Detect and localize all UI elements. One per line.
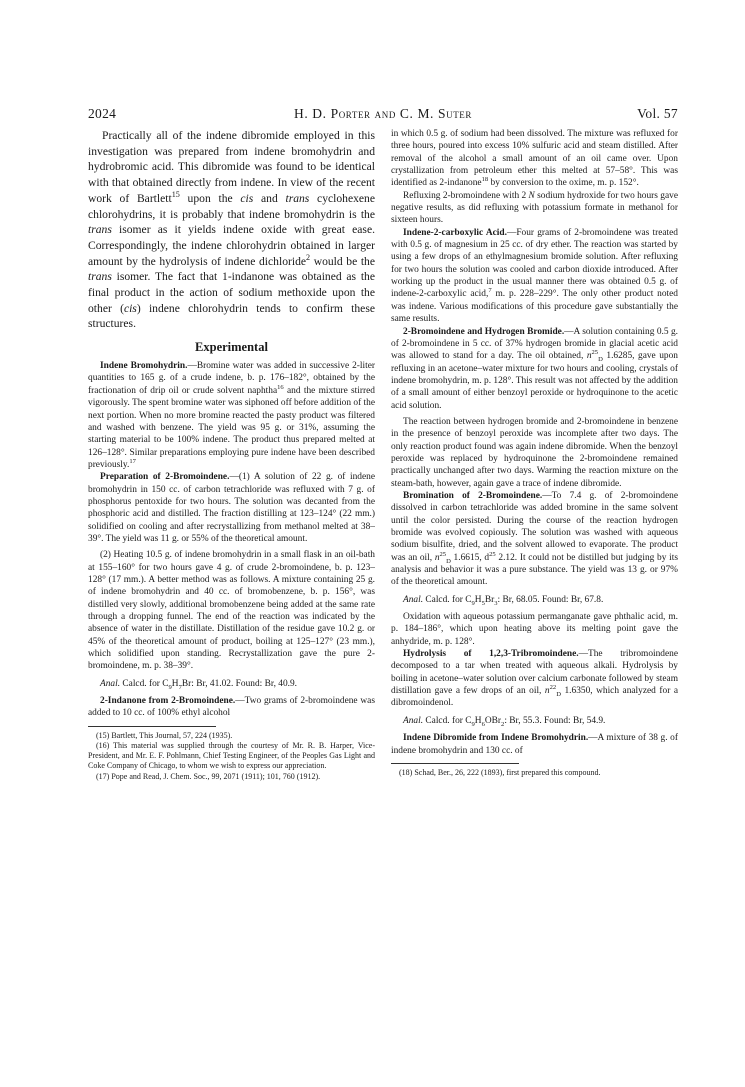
analysis-line-3: Anal. Calcd. for $C_9H_6OBr_2$: Br, 55.3. Found: Br, 54.9. [403,715,606,728]
paragraph-indene-dibromide: Indene Dibromide from Indene Bromohydrin.—A mixture of 38 g. of indene bromohydrin and 130 cc. of [391,733,678,756]
paragraph-oxidation: Oxidation with aqueous potassium permanganate gave phthalic acid, m. p. 184–186°, which upon heating above its melting point gave the anhydride, m. p. 128°. [391,612,678,647]
intro-paragraph: Practically all of the indene dibromide employed in this investigation was prepared from indene bromohydrin and hydrobromic acid. This dibromide was found to be identical with that obtained directly from indene. In view of the recent work of Bartlett$^{15}$ upon the cis and trans cyclohexene chlorohydrins, it is probably that indene bromohydrin is the trans isomer as it yields indene oxide with great ease. Correspondingly, the indene chlorohydrin obtained in larger amount by the hydrolysis of indene dichloride$^2$ would be the trans isomer. The fact that 1-indanone was obtained as the final product in the action of sodium methoxide upon the other (cis) indene chlorohydrin tends to confirm these structures. [88,129,375,331]
footnote-divider-right [391,763,519,764]
article-body [88,128,678,1073]
footnote-divider [88,726,216,727]
running-title-authors: H. D. Porter and C. M. Suter [293,106,473,121]
paragraph-indanone-continued: in which 0.5 g. of sodium had been dissolved. The mixture was refluxed for three hours, poured into excess 10% sulfuric acid and steam distilled. After removal of the alcohol a small amount of an oil came over. Upon crystallization from petroleum ether this melted at 57–58°. This was identified as 2-indanone$^{18}$ by conversion to the oxime, m. p. 152°. [391,129,678,189]
paragraph-reaction-benzene: The reaction between hydrogen bromide and 2-bromoindene in benzene in the presence of benzoyl peroxide was incomplete after two days. The only reaction product found was again indene dibromide. When the benzoyl peroxide was replaced by hydroquinone the 2-bromoindene remained practically unchanged after two days. Warming the reaction mixture on the steam-bath, however, again gave a trace of indene dibromide. [391,416,678,489]
paragraph-bromination: Bromination of 2-Bromoindene.—To 7.4 g. of 2-bromoindene dissolved in carbon tetrachloride was added bromine in the same solvent until the color persisted. During the course of the reaction hydrogen bromide was evolved copiously. The solution was washed with aqueous sodium bisulfite, dried, and the solvent allowed to evaporate. The product was an oil, $n^{25}_D$ 1.6615, $d^{25}$ 2.12. It could not be distilled but judging by its analysis and behavior it was a pure substance. The yield was 13 g. or 97% of the theoretical amount. [391,490,679,588]
analysis-line-2: Anal. Calcd. for $C_9H_5Br_3$: Br, 68.05. Found: Br, 67.8. [403,594,604,607]
right-column [391,128,678,778]
paragraph-2-indanone: 2-Indanone from 2-Bromoindene.—Two grams of 2-bromoindene was added to 10 cc. of 100% ethyl alcohol [88,696,375,719]
page-number: 2024 [88,106,117,121]
paragraph-hydrogen-bromide: 2-Bromoindene and Hydrogen Bromide.—A solution containing 0.5 g. of 2-bromoindene in 5 cc. of 37% hydrogen bromide in glacial acetic acid was allowed to stand for a day. The oil obtained, $n^{25}_D$ 1.6285, gave upon refluxing in an acetone–water mixture for two hours and cooling, crystals of indene bromohydrin, m. p. 128°. This result was not affected by the addition of a small amount of either benzoyl peroxide or hydroquinone to the acetic acid solution. [391,326,678,411]
analysis-line-1: Anal. Calcd. for $C_9H_7Br$: Br, 41.02. Found: Br, 40.9. [100,678,298,691]
footnote-16: (16) This material was supplied through the courtesy of Mr. R. B. Harper, Vice-President, and Mr. E. F. Pohlmann, Chief Testing Engineer, of the Peoples Gas Light and Coke Company of Chicago, to whom we wish to express our appreciation. [88,740,375,771]
footnote-15: (15) Bartlett, This Journal, 57, 224 (1935). [96,730,233,740]
paragraph-preparation-2-bromoindene: Preparation of 2-Bromoindene.—(1) A solution of 22 g. of indene bromohydrin in 150 cc. of carbon tetrachloride was refluxed with 7 g. of phosphorus pentoxide for two hours. The solution was decanted from the phosphoric acid and distilled. The fraction distilling at 123–124° (22 mm.) solidified on cooling and after recrystallizing from methanol melted at 38–39°. The yield was 11 g. or 55% of the theoretical amount. [88,472,375,544]
footnote-18: (18) Schad, Ber., 26, 222 (1893), first prepared this compound. [399,767,601,777]
running-head [88,106,678,122]
paragraph-method-2: (2) Heating 10.5 g. of indene bromohydrin in a small flask in an oil-bath at 155–160° for two hours gave 4 g. of crude 2-bromoindene, b. p. 123–128° (17 mm.). A better method was as follows. A mixture containing 25 g. of indene bromohydrin and 40 cc. of bromobenzene, b. p. 156°, was distilled very slowly, additional bromobenzene being added at the same rate through a dropping funnel. The end of the reaction was indicated by the absence of water in the distillate. Distillation of the residue gave 10.2 g. or 45% of the theoretical amount of product, boiling at 125–127° (23 mm.), which solidified upon standing. Recrystallization gave the pure 2-bromoindene, m. p. 38–39°. [88,550,375,672]
paragraph-indene-bromohydrin: Indene Bromohydrin.—Bromine water was added in successive 2-liter quantities to 165 g. of a crude indene, b. p. 176–182°, obtained by the fractionation of drip oil or crude solvent naphtha$^{16}$ and the mixture stirred vigorously. The spent bromine water was siphoned off before addition of the next portion. When no more bromine reacted the pasty product was filtered and washed with benzene. The yield was 95 g. or 31%, assuming the starting material to be 100% indene. The product thus prepared melted at 126–128°. Similar preparations employing pure indene have been described previously.$^{17}$ [88,361,375,470]
paragraph-refluxing: Refluxing 2-bromoindene with 2 N sodium hydroxide for two hours gave negative results, as did refluxing with potassium formate in methanol for sixteen hours. [391,190,678,226]
footnote-17: (17) Pope and Read, J. Chem. Soc., 99, 2071 (1911); 101, 760 (1912). [96,771,321,781]
paragraph-indene-2-carboxylic-acid: Indene-2-carboxylic Acid.—Four grams of 2-bromoindene was treated with 0.5 g. of magnesium in 25 cc. of dry ether. The reaction was started by using a few drops of an ethylmagnesium bromide solution. After refluxing for two hours the solution was cooled and carbon dioxide introduced. After working up the product in the usual manner there was obtained 0.5 g. of indene-2-carboxylic acid,$^7$ m. p. 228–229°. The only other product noted was indene. Various modifications of this procedure gave substantially the same results. [391,227,678,325]
volume-label: Vol. 57 [637,106,678,121]
left-column [88,128,375,782]
paragraph-hydrolysis: Hydrolysis of 1,2,3-Tribromoindene.—The tribromoindene decomposed to a tar when treated with aqueous alkali. Hydrolysis by boiling in acetone–water solution over calcium carbonate followed by steam distillation gave a few drops of an oil, $n^{22}_D$ 1.6350, which analyzed for a dibromoindenol. [391,649,678,709]
section-title-experimental: Experimental [195,340,268,355]
